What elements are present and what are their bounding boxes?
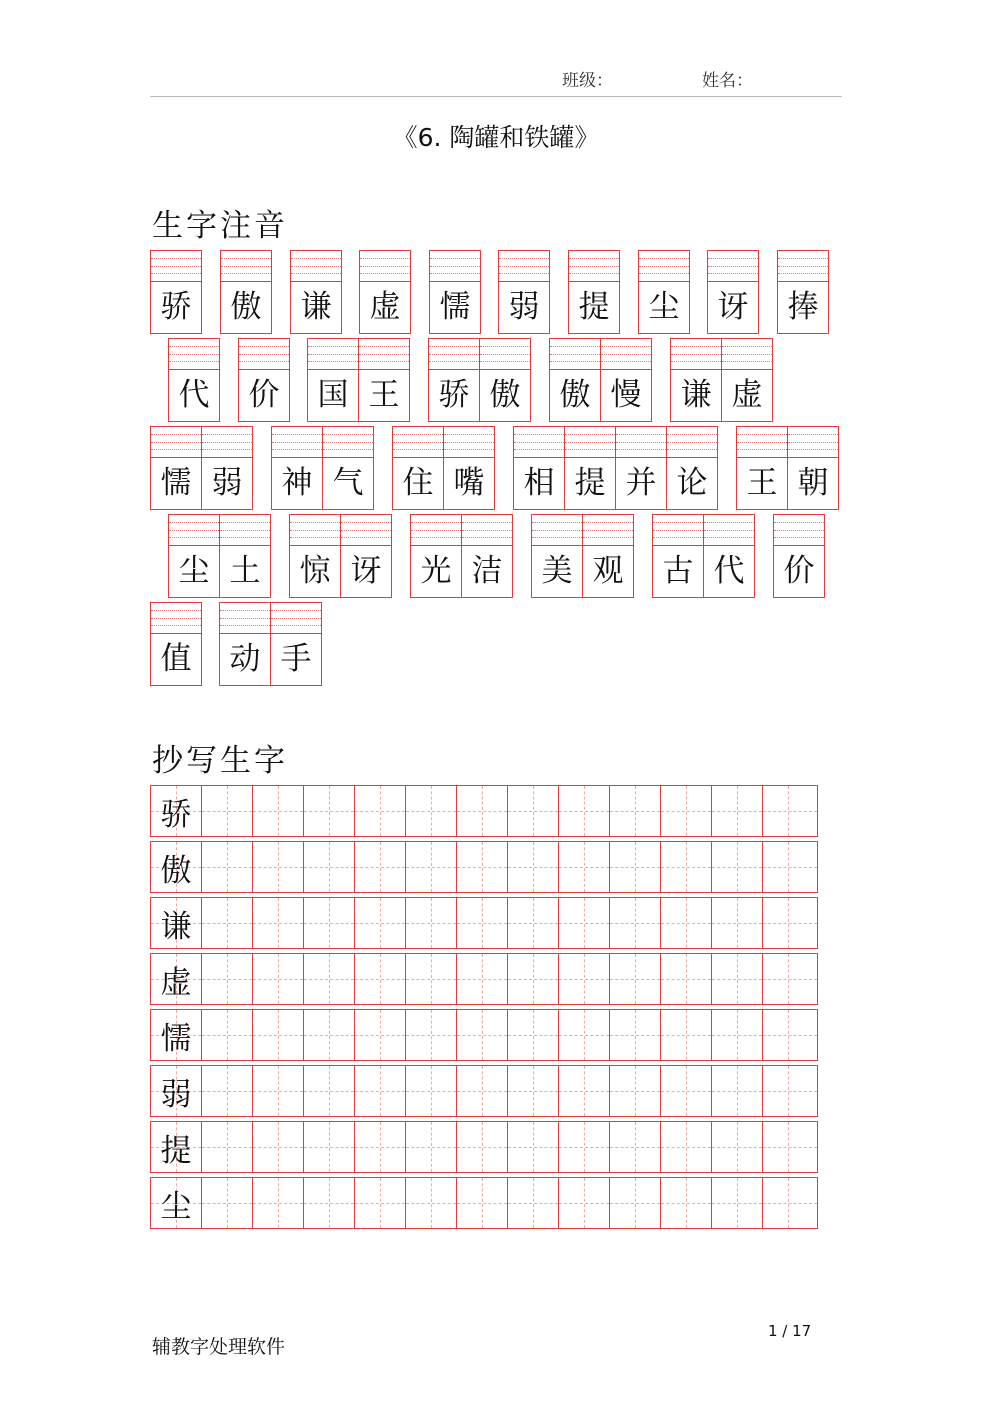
practice-cell[interactable]: [712, 1178, 763, 1228]
practice-cell[interactable]: [202, 898, 253, 948]
pinyin-cell[interactable]: [168, 338, 220, 422]
pinyin-writing-lines[interactable]: [671, 339, 721, 370]
pinyin-cell[interactable]: [428, 338, 479, 422]
pinyin-word-box: [410, 514, 513, 598]
practice-cell[interactable]: [508, 1010, 559, 1060]
practice-cell[interactable]: [559, 898, 610, 948]
hanzi-char: 讶: [350, 553, 382, 589]
practice-cell[interactable]: [406, 1066, 457, 1116]
hanzi-char: 傲: [559, 377, 591, 413]
pinyin-cell[interactable]: [721, 338, 773, 422]
model-char-cell: [151, 1010, 202, 1060]
practice-cell[interactable]: [610, 1178, 661, 1228]
pinyin-cell[interactable]: [670, 338, 721, 422]
practice-cell[interactable]: [508, 786, 559, 836]
hanzi-char: 光: [420, 553, 452, 589]
pinyin-word-box: [531, 514, 634, 598]
copy-row: [150, 785, 818, 837]
practice-cell[interactable]: [712, 1066, 763, 1116]
hanzi-char: 骄: [438, 377, 470, 413]
pinyin-word-box: [150, 602, 202, 686]
pinyin-writing-lines[interactable]: [429, 339, 479, 370]
pinyin-writing-lines[interactable]: [359, 339, 409, 370]
pinyin-writing-lines[interactable]: [341, 515, 391, 546]
hanzi-char: 观: [592, 553, 624, 589]
practice-cell[interactable]: [304, 1178, 355, 1228]
pinyin-cell[interactable]: [666, 426, 718, 510]
section-heading-copy: 抄写生字: [152, 743, 288, 779]
practice-cell[interactable]: [355, 898, 406, 948]
pinyin-word-box: [290, 250, 342, 334]
model-char-cell: [151, 1066, 202, 1116]
practice-cell[interactable]: [559, 954, 610, 1004]
practice-cell[interactable]: [304, 1122, 355, 1172]
practice-cell[interactable]: [304, 898, 355, 948]
practice-cell[interactable]: [406, 954, 457, 1004]
pinyin-cell[interactable]: [443, 426, 495, 510]
pinyin-word-box: [238, 338, 290, 422]
pinyin-writing-lines[interactable]: [169, 515, 219, 546]
hanzi-char: 尘: [648, 289, 680, 325]
practice-cell[interactable]: [712, 842, 763, 892]
pinyin-word-box: [150, 250, 202, 334]
pinyin-cell[interactable]: [290, 250, 342, 334]
pinyin-writing-lines[interactable]: [704, 515, 754, 546]
pinyin-cell[interactable]: [410, 514, 461, 598]
practice-cell[interactable]: [304, 1066, 355, 1116]
practice-cell[interactable]: [406, 786, 457, 836]
pinyin-word-box: [220, 250, 272, 334]
pinyin-cell[interactable]: [652, 514, 703, 598]
pinyin-writing-lines[interactable]: [169, 339, 219, 370]
pinyin-cell[interactable]: [238, 338, 290, 422]
pinyin-cell[interactable]: [429, 250, 481, 334]
footer-software: 辅教字处理软件: [152, 1336, 286, 1358]
pinyin-word-box: [307, 338, 410, 422]
pinyin-cell[interactable]: [270, 602, 322, 686]
pinyin-writing-lines[interactable]: [290, 515, 340, 546]
hanzi-char: 代: [178, 377, 210, 413]
hanzi-char: 谦: [300, 289, 332, 325]
pinyin-cell[interactable]: [340, 514, 392, 598]
practice-cell[interactable]: [712, 1122, 763, 1172]
practice-cell[interactable]: [355, 954, 406, 1004]
pinyin-word-box: [428, 338, 531, 422]
pinyin-word-box: [392, 426, 495, 510]
pinyin-writing-lines[interactable]: [444, 427, 494, 458]
practice-cell[interactable]: [406, 1122, 457, 1172]
class-label: 班级：: [562, 71, 613, 91]
copy-row: [150, 1009, 818, 1061]
pinyin-cell[interactable]: [615, 426, 666, 510]
practice-cell[interactable]: [202, 786, 253, 836]
pinyin-writing-lines[interactable]: [272, 427, 322, 458]
hanzi-char: 洁: [471, 553, 503, 589]
pinyin-cell[interactable]: [600, 338, 652, 422]
practice-cell[interactable]: [457, 1010, 508, 1060]
hanzi-char: 傲: [489, 377, 521, 413]
name-label: 姓名：: [702, 71, 753, 91]
pinyin-writing-lines[interactable]: [565, 427, 615, 458]
pinyin-cell[interactable]: [219, 514, 271, 598]
practice-cell[interactable]: [763, 842, 817, 892]
practice-cell[interactable]: [253, 1178, 304, 1228]
practice-cell[interactable]: [202, 1066, 253, 1116]
pinyin-writing-lines[interactable]: [151, 251, 201, 282]
hanzi-char: 讶: [717, 289, 749, 325]
pinyin-word-box: [707, 250, 759, 334]
pinyin-writing-lines[interactable]: [708, 251, 758, 282]
practice-cell[interactable]: [763, 786, 817, 836]
pinyin-writing-lines[interactable]: [499, 251, 549, 282]
pinyin-cell[interactable]: [289, 514, 340, 598]
practice-cell[interactable]: [253, 786, 304, 836]
pinyin-word-box: [359, 250, 411, 334]
pinyin-writing-lines[interactable]: [667, 427, 717, 458]
pinyin-word-box: [429, 250, 481, 334]
pinyin-word-box: [498, 250, 550, 334]
pinyin-writing-lines[interactable]: [532, 515, 582, 546]
hanzi-char: 虚: [731, 377, 763, 413]
practice-cell[interactable]: [508, 1178, 559, 1228]
practice-cell[interactable]: [712, 954, 763, 1004]
hanzi-char: 王: [746, 465, 778, 501]
practice-cell[interactable]: [202, 842, 253, 892]
hanzi-char: 提: [578, 289, 610, 325]
practice-cell[interactable]: [661, 954, 712, 1004]
model-char: 提: [160, 1132, 192, 1169]
hanzi-char: 神: [281, 465, 313, 501]
hanzi-char: 懦: [160, 465, 192, 501]
pinyin-word-box: [652, 514, 755, 598]
practice-cell[interactable]: [610, 954, 661, 1004]
practice-cell[interactable]: [304, 954, 355, 1004]
practice-cell[interactable]: [457, 1122, 508, 1172]
practice-cell[interactable]: [661, 1122, 712, 1172]
hanzi-char: 王: [368, 377, 400, 413]
practice-cell[interactable]: [457, 842, 508, 892]
pinyin-cell[interactable]: [220, 250, 272, 334]
pinyin-cell[interactable]: [359, 250, 411, 334]
model-char-cell: [151, 842, 202, 892]
practice-cell[interactable]: [253, 898, 304, 948]
pinyin-writing-lines[interactable]: [220, 603, 270, 634]
practice-cell[interactable]: [610, 1122, 661, 1172]
practice-cell[interactable]: [355, 1010, 406, 1060]
practice-cell[interactable]: [661, 1066, 712, 1116]
pinyin-writing-lines[interactable]: [151, 427, 201, 458]
practice-cell[interactable]: [559, 786, 610, 836]
pinyin-word-box: [773, 514, 825, 598]
practice-cell[interactable]: [508, 842, 559, 892]
pinyin-writing-lines[interactable]: [778, 251, 828, 282]
practice-cell[interactable]: [763, 954, 817, 1004]
pinyin-cell[interactable]: [638, 250, 690, 334]
pinyin-cell[interactable]: [219, 602, 270, 686]
hanzi-char: 价: [783, 553, 815, 589]
practice-cell[interactable]: [304, 786, 355, 836]
copy-row: [150, 953, 818, 1005]
hanzi-char: 朝: [797, 465, 829, 501]
pinyin-writing-lines[interactable]: [774, 515, 824, 546]
practice-cell[interactable]: [304, 842, 355, 892]
practice-cell[interactable]: [406, 842, 457, 892]
practice-cell[interactable]: [610, 1010, 661, 1060]
hanzi-char: 嘴: [453, 465, 485, 501]
pinyin-writing-lines[interactable]: [239, 339, 289, 370]
page-title: 《6. 陶罐和铁罐》: [392, 123, 600, 152]
pinyin-writing-lines[interactable]: [360, 251, 410, 282]
practice-cell[interactable]: [508, 1122, 559, 1172]
practice-cell[interactable]: [559, 1010, 610, 1060]
pinyin-writing-lines[interactable]: [583, 515, 633, 546]
copy-row: [150, 841, 818, 893]
pinyin-word-box: [168, 338, 220, 422]
pinyin-cell[interactable]: [168, 514, 219, 598]
model-char: 骄: [160, 796, 192, 833]
practice-cell[interactable]: [559, 1178, 610, 1228]
practice-cell[interactable]: [763, 1178, 817, 1228]
pinyin-writing-lines[interactable]: [514, 427, 564, 458]
pinyin-cell[interactable]: [150, 250, 202, 334]
pinyin-word-box: [670, 338, 773, 422]
practice-cell[interactable]: [610, 898, 661, 948]
pinyin-word-box: [638, 250, 690, 334]
pinyin-writing-lines[interactable]: [788, 427, 838, 458]
model-char-cell: [151, 786, 202, 836]
pinyin-writing-lines[interactable]: [462, 515, 512, 546]
pinyin-word-box: [150, 426, 253, 510]
practice-cell[interactable]: [355, 1066, 406, 1116]
hanzi-char: 手: [280, 641, 312, 677]
pinyin-writing-lines[interactable]: [722, 339, 772, 370]
practice-cell[interactable]: [457, 898, 508, 948]
pinyin-writing-lines[interactable]: [430, 251, 480, 282]
practice-cell[interactable]: [253, 1066, 304, 1116]
hanzi-char: 弱: [211, 465, 243, 501]
practice-cell[interactable]: [661, 842, 712, 892]
copy-row: [150, 897, 818, 949]
hanzi-char: 值: [160, 641, 192, 677]
hanzi-char: 弱: [508, 289, 540, 325]
header-divider: [150, 96, 842, 97]
practice-cell[interactable]: [253, 954, 304, 1004]
practice-cell[interactable]: [355, 842, 406, 892]
pinyin-word-box: [549, 338, 652, 422]
pinyin-cell[interactable]: [773, 514, 825, 598]
practice-cell[interactable]: [763, 1010, 817, 1060]
hanzi-char: 捧: [787, 289, 819, 325]
practice-cell[interactable]: [406, 1178, 457, 1228]
pinyin-cell[interactable]: [392, 426, 443, 510]
practice-cell[interactable]: [661, 786, 712, 836]
hanzi-char: 惊: [299, 553, 331, 589]
hanzi-char: 住: [402, 465, 434, 501]
hanzi-char: 相: [523, 465, 555, 501]
pinyin-word-box: [736, 426, 839, 510]
practice-cell[interactable]: [661, 898, 712, 948]
practice-cell[interactable]: [661, 1178, 712, 1228]
practice-cell[interactable]: [763, 1122, 817, 1172]
pinyin-writing-lines[interactable]: [569, 251, 619, 282]
pinyin-writing-lines[interactable]: [616, 427, 666, 458]
practice-cell[interactable]: [559, 842, 610, 892]
pinyin-word-box: [777, 250, 829, 334]
page-number: 1 / 17: [768, 1322, 812, 1340]
practice-cell[interactable]: [253, 1010, 304, 1060]
pinyin-word-box: [568, 250, 620, 334]
pinyin-writing-lines[interactable]: [480, 339, 530, 370]
hanzi-char: 并: [625, 465, 657, 501]
pinyin-cell[interactable]: [582, 514, 634, 598]
hanzi-char: 谦: [680, 377, 712, 413]
hanzi-char: 傲: [230, 289, 262, 325]
pinyin-cell[interactable]: [707, 250, 759, 334]
hanzi-char: 提: [574, 465, 606, 501]
hanzi-char: 骄: [160, 289, 192, 325]
hanzi-char: 国: [317, 377, 349, 413]
practice-cell[interactable]: [508, 1066, 559, 1116]
pinyin-writing-lines[interactable]: [411, 515, 461, 546]
pinyin-cell[interactable]: [513, 426, 564, 510]
pinyin-cell[interactable]: [777, 250, 829, 334]
pinyin-writing-lines[interactable]: [653, 515, 703, 546]
pinyin-writing-lines[interactable]: [291, 251, 341, 282]
practice-cell[interactable]: [661, 1010, 712, 1060]
practice-cell[interactable]: [457, 1066, 508, 1116]
pinyin-cell[interactable]: [787, 426, 839, 510]
pinyin-word-box: [289, 514, 392, 598]
pinyin-writing-lines[interactable]: [323, 427, 373, 458]
hanzi-char: 气: [332, 465, 364, 501]
pinyin-writing-lines[interactable]: [221, 251, 271, 282]
pinyin-writing-lines[interactable]: [271, 603, 321, 634]
practice-cell[interactable]: [457, 1178, 508, 1228]
practice-cell[interactable]: [712, 786, 763, 836]
pinyin-word-box: [219, 602, 322, 686]
practice-cell[interactable]: [610, 842, 661, 892]
pinyin-cell[interactable]: [358, 338, 410, 422]
pinyin-cell[interactable]: [703, 514, 755, 598]
pinyin-writing-lines[interactable]: [202, 427, 252, 458]
practice-cell[interactable]: [610, 786, 661, 836]
pinyin-cell[interactable]: [531, 514, 582, 598]
practice-cell[interactable]: [355, 1178, 406, 1228]
practice-cell[interactable]: [610, 1066, 661, 1116]
practice-cell[interactable]: [712, 898, 763, 948]
practice-cell[interactable]: [202, 954, 253, 1004]
model-char: 懦: [160, 1020, 192, 1057]
model-char: 尘: [160, 1188, 192, 1225]
pinyin-writing-lines[interactable]: [308, 339, 358, 370]
pinyin-cell[interactable]: [461, 514, 513, 598]
hanzi-char: 美: [541, 553, 573, 589]
practice-cell[interactable]: [763, 1066, 817, 1116]
hanzi-char: 古: [662, 553, 694, 589]
hanzi-char: 尘: [178, 553, 210, 589]
hanzi-char: 虚: [369, 289, 401, 325]
practice-cell[interactable]: [202, 1010, 253, 1060]
pinyin-cell[interactable]: [150, 426, 201, 510]
hanzi-char: 懦: [439, 289, 471, 325]
model-char-cell: [151, 1178, 202, 1228]
pinyin-cell[interactable]: [549, 338, 600, 422]
hanzi-char: 论: [676, 465, 708, 501]
model-char: 傲: [160, 852, 192, 889]
copy-row: [150, 1177, 818, 1229]
model-char-cell: [151, 898, 202, 948]
hanzi-char: 动: [229, 641, 261, 677]
practice-cell[interactable]: [202, 1122, 253, 1172]
model-char: 谦: [160, 908, 192, 945]
pinyin-cell[interactable]: [307, 338, 358, 422]
pinyin-cell[interactable]: [201, 426, 253, 510]
practice-cell[interactable]: [457, 954, 508, 1004]
pinyin-writing-lines[interactable]: [550, 339, 600, 370]
pinyin-cell[interactable]: [568, 250, 620, 334]
practice-cell[interactable]: [406, 1010, 457, 1060]
practice-cell[interactable]: [712, 1010, 763, 1060]
hanzi-char: 价: [248, 377, 280, 413]
practice-cell[interactable]: [304, 1010, 355, 1060]
practice-cell[interactable]: [763, 898, 817, 948]
practice-cell[interactable]: [253, 842, 304, 892]
practice-cell[interactable]: [457, 786, 508, 836]
pinyin-cell[interactable]: [322, 426, 374, 510]
hanzi-char: 慢: [610, 377, 642, 413]
pinyin-word-box: [168, 514, 271, 598]
pinyin-writing-lines[interactable]: [393, 427, 443, 458]
hanzi-char: 代: [713, 553, 745, 589]
model-char: 虚: [160, 964, 192, 1001]
practice-cell[interactable]: [508, 898, 559, 948]
model-char: 弱: [160, 1076, 192, 1113]
practice-cell[interactable]: [559, 1066, 610, 1116]
pinyin-cell[interactable]: [150, 602, 202, 686]
pinyin-cell[interactable]: [736, 426, 787, 510]
pinyin-cell[interactable]: [498, 250, 550, 334]
pinyin-cell[interactable]: [564, 426, 615, 510]
practice-cell[interactable]: [355, 1122, 406, 1172]
practice-cell[interactable]: [508, 954, 559, 1004]
copy-row: [150, 1121, 818, 1173]
pinyin-writing-lines[interactable]: [639, 251, 689, 282]
model-char-cell: [151, 1122, 202, 1172]
pinyin-cell[interactable]: [479, 338, 531, 422]
practice-cell[interactable]: [559, 1122, 610, 1172]
model-char-cell: [151, 954, 202, 1004]
pinyin-word-box: [271, 426, 374, 510]
practice-cell[interactable]: [406, 898, 457, 948]
pinyin-writing-lines[interactable]: [601, 339, 651, 370]
copy-row: [150, 1065, 818, 1117]
practice-cell[interactable]: [253, 1122, 304, 1172]
pinyin-word-box: [513, 426, 718, 510]
practice-cell[interactable]: [355, 786, 406, 836]
hanzi-char: 土: [229, 553, 261, 589]
pinyin-writing-lines[interactable]: [737, 427, 787, 458]
section-heading-pinyin: 生字注音: [152, 208, 288, 244]
pinyin-cell[interactable]: [271, 426, 322, 510]
practice-cell[interactable]: [202, 1178, 253, 1228]
pinyin-writing-lines[interactable]: [220, 515, 270, 546]
pinyin-writing-lines[interactable]: [151, 603, 201, 634]
